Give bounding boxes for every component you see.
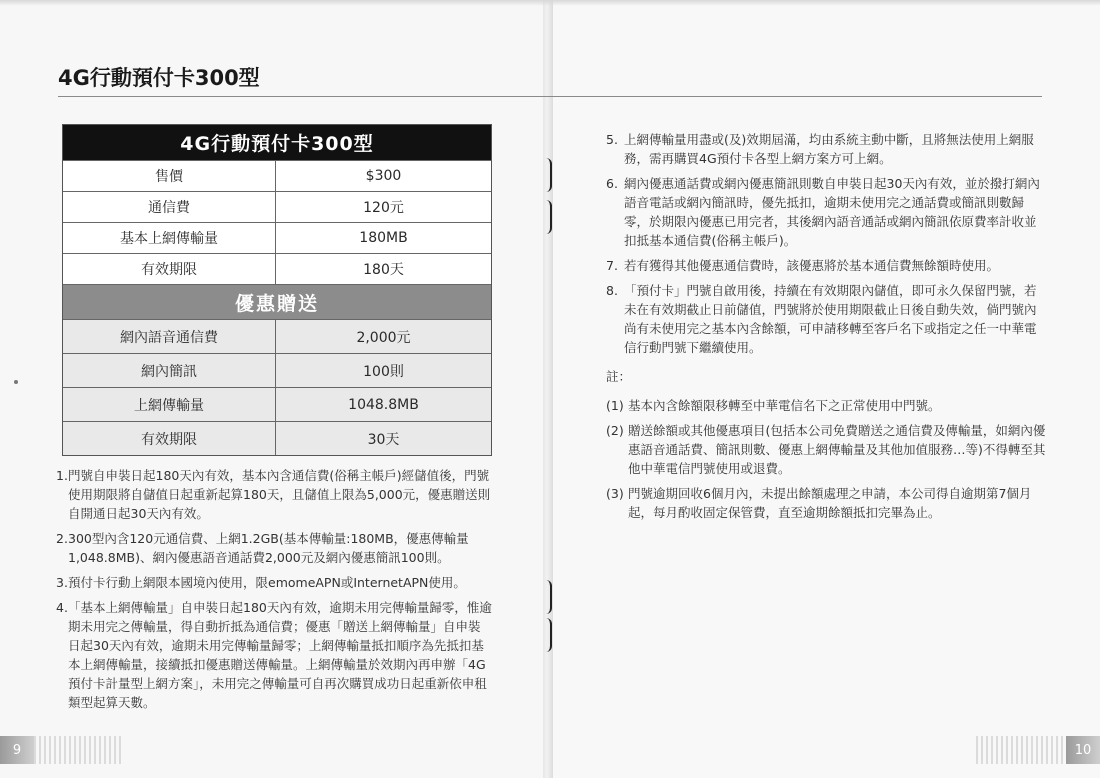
row-label: 網內語音通信費 (63, 320, 276, 353)
table-row (63, 160, 491, 191)
table-row (63, 353, 491, 387)
table-row (63, 421, 491, 455)
row-label: 通信費 (63, 192, 276, 222)
table-row (63, 319, 491, 353)
book-spine (543, 0, 553, 778)
top-shadow (0, 0, 1100, 6)
note-item (56, 598, 492, 712)
remark-item (606, 421, 1046, 478)
note-text: 300型內含120元通信費、上網1.2GB(基本傳輸量:180MB，優惠傳輸量1,048.8MB)、網內優惠語音通話費2,000元及網內優惠簡訊100則。 (68, 531, 469, 565)
note-number: 1. (56, 468, 68, 483)
row-value: 2,000元 (356, 329, 411, 346)
notes-left (56, 466, 492, 718)
table-row (63, 191, 491, 222)
table-row (63, 253, 491, 284)
row-value: 1048.8MB (348, 396, 419, 413)
note-number: 6. (606, 176, 618, 191)
remark-text: 基本內含餘額限移轉至中華電信名下之正常使用中門號。 (628, 398, 941, 413)
binding-mark (546, 580, 552, 614)
note-number: 7. (606, 258, 618, 273)
title-divider (58, 96, 1042, 97)
plan-table (62, 124, 492, 456)
scan-speck (14, 380, 18, 384)
page-number-stripe-left (34, 736, 124, 764)
row-label: 基本上網傳輸量 (63, 223, 276, 253)
row-value: 120元 (363, 200, 404, 216)
note-number: 2. (56, 531, 68, 546)
note-text: 「基本上網傳輸量」自申裝日起180天內有效，逾期未用完傳輸量歸零，惟逾期未用完之傳輸量，得自動折抵為通信費；優惠「贈送上網傳輸量」自申裝日起30天內有效，逾期未用完傳輸量歸零；上網傳輸量抵扣順序為先抵扣基本上網傳輸量，接續抵扣優惠贈送傳輸量。上網傳輸量於效期內再申辦「4G預付卡計量型上網方案」，未用完之傳輸量可自再次購買成功日起重新依申租類型起算天數。 (68, 600, 492, 710)
table-row (63, 387, 491, 421)
remark-text: 贈送餘額或其他優惠項目(包括本公司免費贈送之通信費及傳輸量，如網內優惠語音通話費、簡訊則數、優惠上網傳輸量及其他加值服務…等)不得轉至其他中華電信門號使用或退費。 (628, 423, 1046, 476)
note-item (606, 130, 1046, 168)
binding-mark (546, 200, 552, 234)
page-title: 4G行動預付卡300型 (58, 66, 260, 90)
remarks-label: 註： (606, 369, 632, 384)
remark-number: (1) (606, 398, 624, 413)
row-label: 有效期限 (63, 254, 276, 284)
remark-text: 門號逾期回收6個月內，未提出餘額處理之申請，本公司得自逾期第7個月起，每月酌收固定保管費，直至逾期餘額抵扣完畢為止。 (628, 486, 1032, 520)
note-text: 網內優惠通話費或網內優惠簡訊則數自申裝日起30天內有效，並於撥打網內語音電話或網內簡訊時，優先抵扣，逾期未使用完之通話費或簡訊則數歸零，於期限內優惠已用完者，其後網內語音通話或網內簡訊依原費率計收並扣抵基本通信費(俗稱主帳戶)。 (624, 176, 1040, 248)
note-number: 3. (56, 575, 68, 590)
row-label: 有效期限 (63, 422, 276, 455)
table-row (63, 222, 491, 253)
row-value: 180MB (359, 230, 408, 246)
row-value: $300 (365, 168, 402, 184)
note-item (606, 281, 1046, 357)
note-text: 「預付卡」門號自啟用後，持續在有效期限內儲值，即可永久保留門號，若未在有效期截止日前儲值，門號將於使用期限截止日後自動失效，倘門號內尚有未使用完之基本內含餘額，可申請移轉至客戶名下或指定之任一中華電信行動門號下繼續使用。 (624, 283, 1037, 355)
note-number: 8. (606, 283, 618, 298)
binding-mark (546, 618, 552, 652)
remark-item (606, 396, 1046, 415)
promo-section (63, 319, 491, 455)
page-number-stripe-right (976, 736, 1066, 764)
promo-section-title: 優惠贈送 (63, 284, 491, 319)
note-number: 4. (56, 600, 68, 615)
remark-number: (3) (606, 486, 624, 501)
note-text: 門號自申裝日起180天內有效，基本內含通信費(俗稱主帳戶)經儲值後，門號使用期限將自儲值日起重新起算180天，且儲值上限為5,000元，優惠贈送則自開通日起30天內有效。 (68, 468, 491, 521)
page-number-right: 10 (1066, 736, 1100, 764)
binding-mark (546, 158, 552, 192)
plan-table-title: 4G行動預付卡300型 (63, 125, 491, 160)
page-number-left: 9 (0, 736, 34, 764)
note-number: 5. (606, 132, 618, 147)
row-label: 上網傳輸量 (63, 388, 276, 421)
note-item (56, 529, 492, 567)
note-text: 上網傳輸量用盡或(及)效期屆滿，均由系統主動中斷，且將無法使用上網服務，需再購買4G預付卡各型上網方案方可上網。 (624, 132, 1034, 166)
note-text: 若有獲得其他優惠通信費時，該優惠將於基本通信費無餘額時使用。 (624, 258, 1000, 273)
row-value: 180天 (363, 262, 404, 278)
remark-number: (2) (606, 423, 624, 438)
row-value: 30天 (367, 431, 400, 448)
note-item (606, 256, 1046, 275)
row-label: 售價 (63, 161, 276, 191)
notes-right (606, 130, 1046, 528)
remark-item (606, 484, 1046, 522)
note-text: 預付卡行動上網限本國境內使用，限emomeAPN或InternetAPN使用。 (68, 575, 466, 590)
note-item (56, 573, 492, 592)
note-item (606, 174, 1046, 250)
row-label: 網內簡訊 (63, 354, 276, 387)
note-item (56, 466, 492, 523)
row-value: 100則 (363, 363, 404, 380)
